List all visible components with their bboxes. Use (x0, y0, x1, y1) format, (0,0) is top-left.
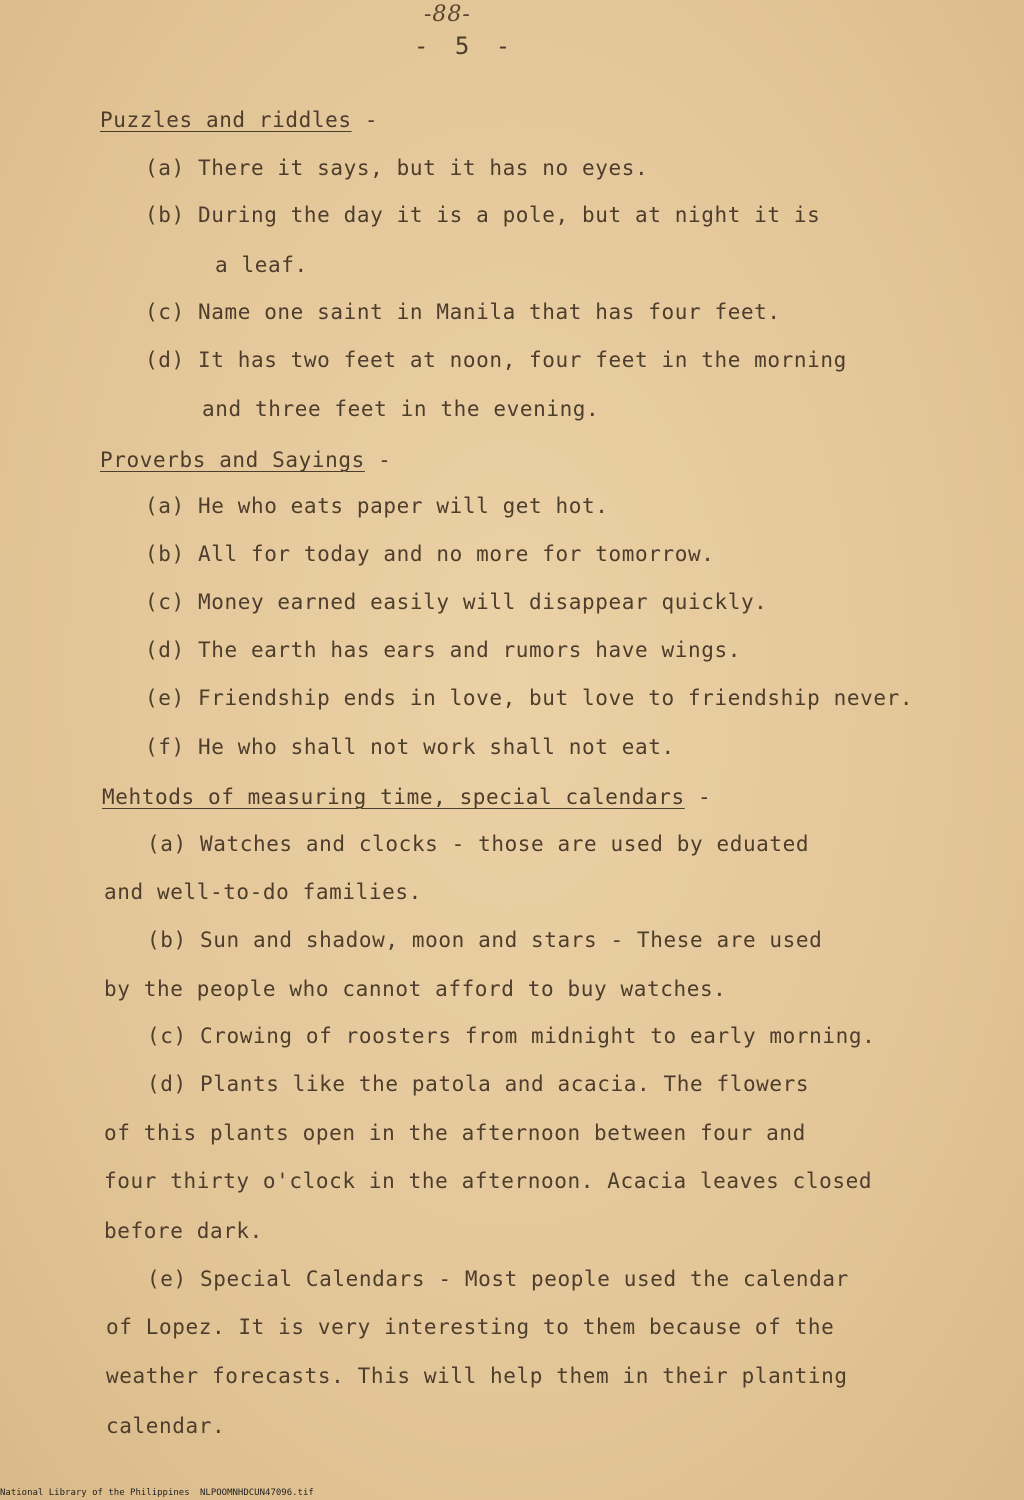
riddle-item: (a) There it says, but it has no eyes. (145, 156, 649, 180)
method-line: (b) Sun and shadow, moon and stars - These are used (147, 928, 823, 952)
proverb-item: (a) He who eats paper will get hot. (145, 494, 609, 518)
method-line: weather forecasts. This will help them in their planting (106, 1364, 848, 1388)
method-line: and well-to-do families. (104, 880, 422, 904)
method-line: by the people who cannot afford to buy watches. (104, 977, 727, 1001)
page-number: - 5 - (414, 32, 517, 60)
riddle-item: (c) Name one saint in Manila that has four feet. (145, 300, 781, 324)
handwritten-page-number: -88- (424, 2, 471, 27)
method-line: calendar. (106, 1414, 226, 1438)
scan-footer-filename: NLPOOMNHDCUN47096.tif (200, 1488, 314, 1498)
proverb-item: (c) Money earned easily will disappear quickly. (145, 590, 768, 614)
method-line: (c) Crowing of roosters from midnight to early morning. (147, 1024, 876, 1048)
method-line: of Lopez. It is very interesting to them because of the (106, 1315, 835, 1339)
method-line: (d) Plants like the patola and acacia. The flowers (147, 1072, 810, 1096)
section-heading-puzzles: Puzzles and riddles - (100, 108, 379, 132)
riddle-item-continuation: a leaf. (215, 253, 308, 277)
riddle-item-continuation: and three feet in the evening. (202, 397, 600, 421)
method-line: four thirty o'clock in the afternoon. Acacia leaves closed (104, 1169, 873, 1193)
section-heading-proverbs: Proverbs and Sayings - (100, 448, 392, 472)
proverb-item: (f) He who shall not work shall not eat. (145, 735, 675, 759)
riddle-item: (b) During the day it is a pole, but at night it is (145, 203, 821, 227)
method-line: before dark. (104, 1219, 263, 1243)
method-line: (a) Watches and clocks - those are used by eduated (147, 832, 810, 856)
section-heading-methods: Mehtods of measuring time, special calendars - (102, 785, 712, 809)
riddle-item: (d) It has two feet at noon, four feet in the morning (145, 348, 847, 372)
scan-footer-library: National Library of the Philippines (0, 1488, 190, 1498)
proverb-item: (e) Friendship ends in love, but love to friendship never. (145, 686, 914, 710)
proverb-item: (b) All for today and no more for tomorrow. (145, 542, 715, 566)
proverb-item: (d) The earth has ears and rumors have wings. (145, 638, 741, 662)
method-line: of this plants open in the afternoon between four and (104, 1121, 806, 1145)
method-line: (e) Special Calendars - Most people used the calendar (147, 1267, 849, 1291)
